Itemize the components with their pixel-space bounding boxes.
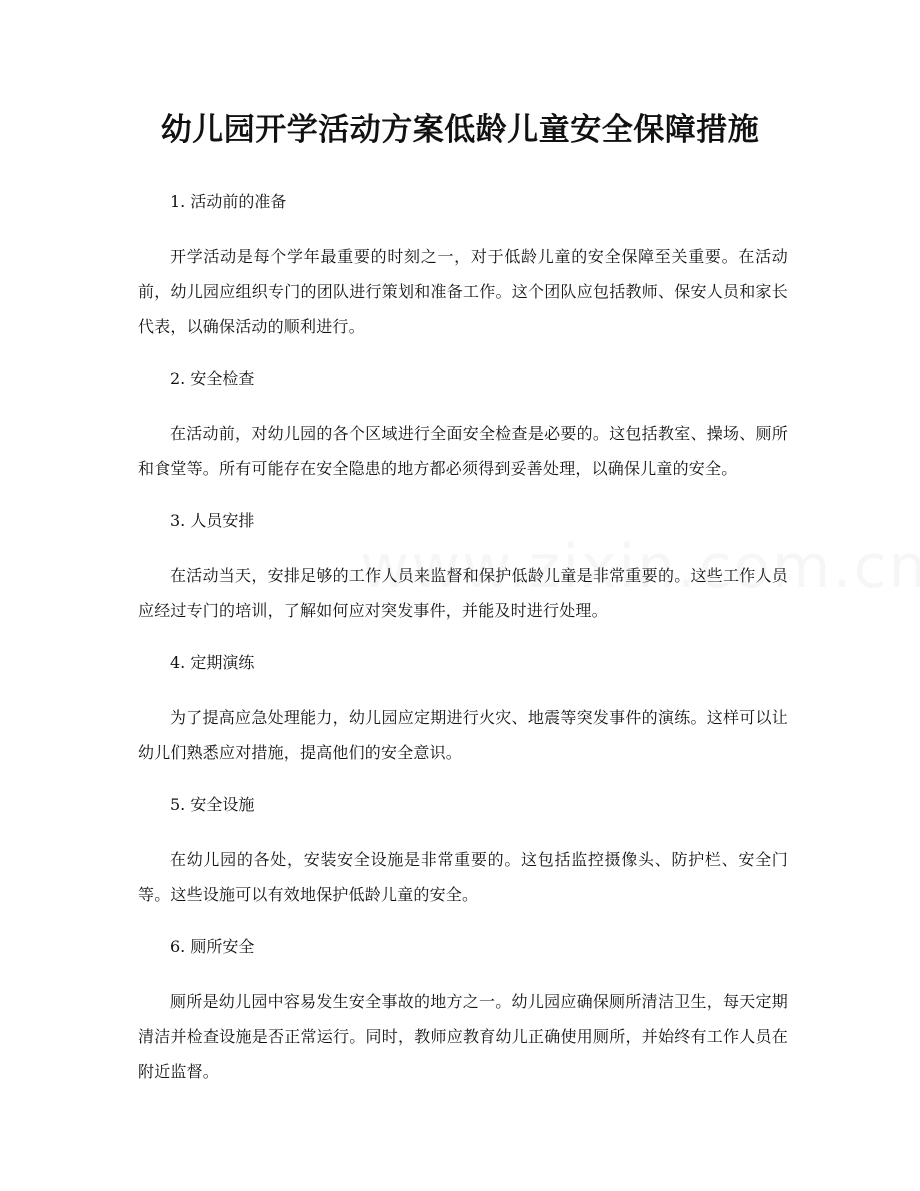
section-heading-6: 6. 厕所安全 xyxy=(170,937,255,956)
section-heading-3: 3. 人员安排 xyxy=(170,511,255,530)
section-heading-1: 1. 活动前的准备 xyxy=(170,192,287,211)
document-body xyxy=(138,186,788,1108)
section-paragraph-1: 开学活动是每个学年最重要的时刻之一，对于低龄儿童的安全保障至关重要。在活动前，幼儿园应组织专门的团队进行策划和准备工作。这个团队应包括教师、保安人员和家长代表，以确保活动的顺利进行。 xyxy=(138,247,788,336)
section-heading-5: 5. 安全设施 xyxy=(170,795,255,814)
section-paragraph-2: 在活动前，对幼儿园的各个区域进行全面安全检查是必要的。这包括教室、操场、厕所和食堂等。所有可能存在安全隐患的地方都必须得到妥善处理，以确保儿童的安全。 xyxy=(138,424,788,478)
section-heading-4: 4. 定期演练 xyxy=(170,653,255,672)
section-paragraph-6: 厕所是幼儿园中容易发生安全事故的地方之一。幼儿园应确保厕所清洁卫生，每天定期清洁并检查设施是否正常运行。同时，教师应教育幼儿正确使用厕所，并始终有工作人员在附近监督。 xyxy=(138,992,788,1081)
section-paragraph-3: 在活动当天，安排足够的工作人员来监督和保护低龄儿童是非常重要的。这些工作人员应经过专门的培训，了解如何应对突发事件，并能及时进行处理。 xyxy=(138,566,788,620)
section-paragraph-5: 在幼儿园的各处，安装安全设施是非常重要的。这包括监控摄像头、防护栏、安全门等。这些设施可以有效地保护低龄儿童的安全。 xyxy=(138,850,788,904)
section-heading-2: 2. 安全检查 xyxy=(170,369,255,388)
document-title: 幼儿园开学活动方案低龄儿童安全保障措施 xyxy=(160,112,760,148)
section-paragraph-4: 为了提高应急处理能力，幼儿园应定期进行火灾、地震等突发事件的演练。这样可以让幼儿们熟悉应对措施，提高他们的安全意识。 xyxy=(138,708,788,762)
